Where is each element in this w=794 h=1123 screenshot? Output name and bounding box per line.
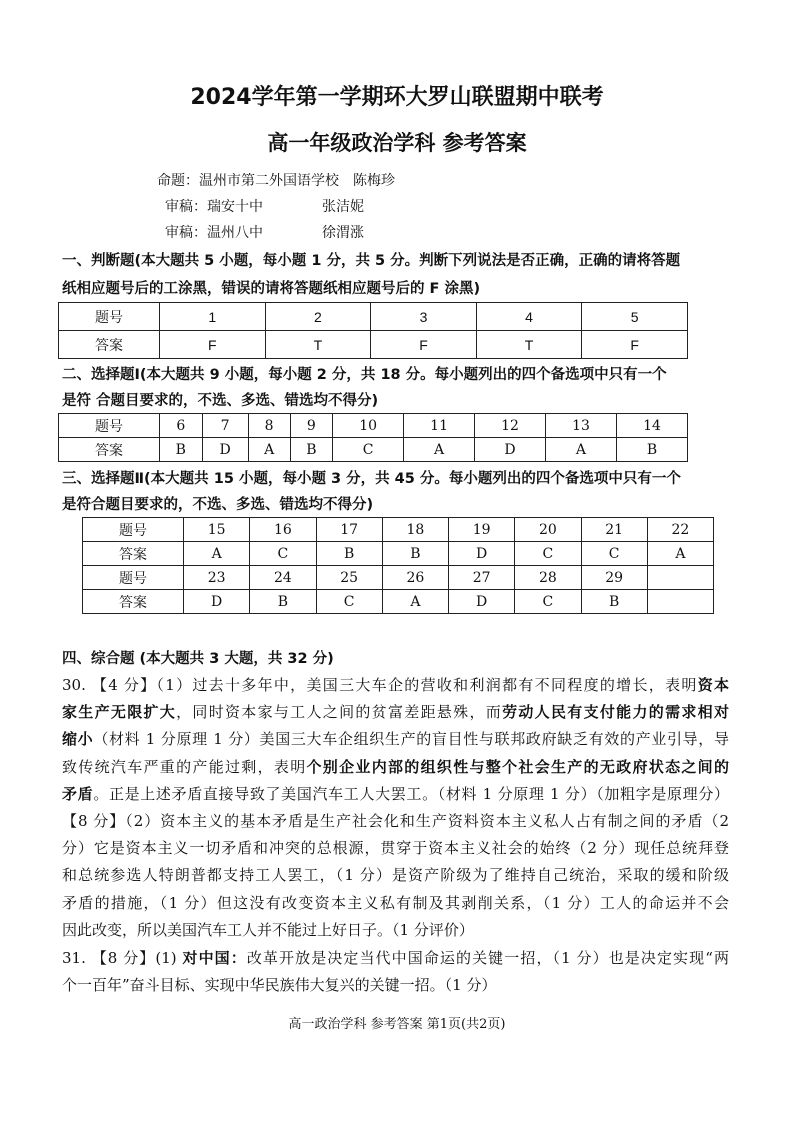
answer-row xyxy=(83,590,714,614)
answer-cell: B xyxy=(316,542,382,566)
answer-cell: A xyxy=(647,542,713,566)
answer-text: 因此改变，所以美国汽车工人并不能过上好日子。（1 分评价） xyxy=(62,920,474,939)
answer-cell: B xyxy=(581,590,647,614)
answer-text-line xyxy=(62,810,729,832)
row-header: 题号 xyxy=(83,518,184,542)
answer-cell: C xyxy=(250,542,316,566)
answer-cell: C xyxy=(316,590,382,614)
row-header: 答案 xyxy=(83,590,184,614)
row-header: 答案 xyxy=(83,542,184,566)
question-number: 13 xyxy=(546,414,617,438)
question-number: 3 xyxy=(371,303,477,331)
question-number: 22 xyxy=(647,518,713,542)
row-header: 题号 xyxy=(59,303,160,331)
answer-text-line xyxy=(62,864,729,886)
answer-cell: D xyxy=(449,542,515,566)
document-title: 2024学年第一学期环大罗山联盟期中联考 xyxy=(190,85,604,110)
answer-cell: T xyxy=(265,331,371,359)
answer-text-line xyxy=(62,974,729,996)
question-number: 21 xyxy=(581,518,647,542)
credit-role: 审稿： xyxy=(165,199,207,215)
credit-org: 温州市第二外国语学校 xyxy=(199,173,339,189)
answer-cell: C xyxy=(515,590,581,614)
question-number: 19 xyxy=(449,518,515,542)
section3-answer-table xyxy=(82,517,714,614)
section3-heading-cont: 是符合题目要求的，不选、多选、错选均不得分) xyxy=(62,497,374,513)
answer-cell: B xyxy=(290,438,333,462)
answer-text-line xyxy=(62,892,729,914)
answer-cell: D xyxy=(184,590,250,614)
answer-text: （材料 1 分原理 1 分）美国三大车企组织生产的盲目性与联邦政府缺乏有效的产业引导，导 xyxy=(93,730,729,749)
principle-bold-text: 矛盾 xyxy=(62,784,94,803)
answer-row xyxy=(83,542,714,566)
answer-text-line xyxy=(62,701,729,723)
credit-line xyxy=(165,222,364,242)
section1-heading: 一、判断题(本大题共 5 小题，每小题 1 分，共 5 分。判断下列说法是否正确，正确的请将答题 xyxy=(62,253,681,269)
credit-line xyxy=(165,196,364,216)
credit-role: 命题： xyxy=(157,173,199,189)
credit-name: 陈梅珍 xyxy=(353,173,395,189)
question-row xyxy=(59,303,688,331)
question-number: 14 xyxy=(616,414,687,438)
credit-name: 张洁妮 xyxy=(322,199,364,215)
question-number: 26 xyxy=(382,566,448,590)
answer-cell: B xyxy=(250,590,316,614)
answer-text-line xyxy=(62,674,729,696)
answer-text: 个一百年”奋斗目标、实现中华民族伟大复兴的关键一招。（1 分） xyxy=(62,976,497,995)
answer-cell: A xyxy=(404,438,475,462)
answer-cell: C xyxy=(333,438,404,462)
question-number: 15 xyxy=(184,518,250,542)
question-number: 4 xyxy=(476,303,582,331)
section3-heading: 三、选择题Ⅱ(本大题共 15 小题，每小题 3 分，共 45 分。每小题列出的四个备选项中只有一个 xyxy=(62,471,681,487)
answer-cell: C xyxy=(515,542,581,566)
answer-text-line xyxy=(62,756,729,778)
section2-heading-cont: 是符 合题目要求的，不选、多选、错选均不得分) xyxy=(62,393,379,409)
answer-cell: A xyxy=(382,590,448,614)
answer-text: 【8 分】（2）资本主义的基本矛盾是生产社会化和生产资料资本主义私人占有制之间的矛盾（2 xyxy=(62,812,729,830)
question-number: 9 xyxy=(290,414,333,438)
row-header: 答案 xyxy=(59,438,160,462)
question-number: 28 xyxy=(515,566,581,590)
question-row xyxy=(83,566,714,590)
answer-cell: B xyxy=(382,542,448,566)
answer-cell: B xyxy=(616,438,687,462)
credit-name: 徐渭涨 xyxy=(322,225,364,241)
page-footer: 高一政治学科 参考答案 第1页(共2页) xyxy=(288,1017,506,1032)
answer-cell: T xyxy=(476,331,582,359)
question-number: 17 xyxy=(316,518,382,542)
question-number: 10 xyxy=(333,414,404,438)
answer-cell: F xyxy=(371,331,477,359)
section1-heading-cont: 纸相应题号后的工涂黑，错误的请将答题纸相应题号后的 F 涂黑) xyxy=(62,281,481,297)
answer-cell: D xyxy=(449,590,515,614)
answer-cell: A xyxy=(184,542,250,566)
credit-org: 瑞安十中 xyxy=(207,199,263,215)
question-number: 27 xyxy=(449,566,515,590)
question-number: 18 xyxy=(382,518,448,542)
answer-row xyxy=(59,331,688,359)
answer-text: 30. 【4 分】（1）过去十多年中，美国三大车企的营收和利润都有不同程度的增长，表明 xyxy=(62,676,698,694)
answer-text-line xyxy=(62,728,729,750)
question-number: 8 xyxy=(248,414,290,438)
question-number: 6 xyxy=(160,414,203,438)
credit-line xyxy=(157,170,395,190)
answer-text-line xyxy=(62,947,729,969)
answer-text-line xyxy=(62,919,729,941)
principle-bold-text: 个别企业内部的组织性与整个社会生产的无政府状态之间的 xyxy=(306,757,729,776)
answer-text: 31. 【8 分】(1) xyxy=(62,949,183,967)
answer-text: 。正是上述矛盾直接导致了美国汽车工人大罢工。（材料 1 分原理 1 分）（加粗字是原理分） xyxy=(93,784,729,803)
question-row xyxy=(59,414,688,438)
section2-answer-table xyxy=(58,413,688,462)
section1-answer-table xyxy=(58,302,688,359)
answer-text: 分）它是资本主义一切矛盾和冲突的总根源，贯穿于资本主义社会的始终（2 分）现任总统拜登 xyxy=(62,839,729,858)
principle-bold-text: 劳动人民有支付能力的需求相对 xyxy=(502,703,729,722)
question-number: 11 xyxy=(404,414,475,438)
answer-text: 改革开放是决定当代中国命运的关键一招，（1 分）也是决定实现“两 xyxy=(246,949,729,967)
row-header: 答案 xyxy=(59,331,160,359)
credit-org: 温州八中 xyxy=(207,225,263,241)
question-number: 23 xyxy=(184,566,250,590)
answer-cell: F xyxy=(582,331,688,359)
row-header: 题号 xyxy=(59,414,160,438)
principle-bold-text: 对中国： xyxy=(182,949,247,967)
answer-cell: B xyxy=(160,438,203,462)
principle-bold-text: 资本 xyxy=(697,676,729,694)
question-number: 1 xyxy=(160,303,266,331)
answer-text: 和总统参选人特朗普都支持工人罢工，（1 分）是资产阶级为了维持自己统治，采取的缓和阶级 xyxy=(62,866,729,885)
principle-bold-text: 家生产无限扩大 xyxy=(62,703,177,722)
answer-cell: C xyxy=(581,542,647,566)
answer-text-line xyxy=(62,837,729,859)
question-number: 12 xyxy=(475,414,546,438)
answer-cell: A xyxy=(248,438,290,462)
credit-role: 审稿： xyxy=(165,225,207,241)
document-subtitle: 高一年级政治学科 参考答案 xyxy=(267,131,527,155)
answer-cell: A xyxy=(546,438,617,462)
question-number: 20 xyxy=(515,518,581,542)
question-number xyxy=(647,566,713,590)
answer-text: 致传统汽车严重的产能过剩，表明 xyxy=(62,757,307,776)
answer-cell: D xyxy=(202,438,248,462)
answer-cell: D xyxy=(475,438,546,462)
question-number: 29 xyxy=(581,566,647,590)
answer-text: 矛盾的措施，（1 分）但这没有改变资本主义私有制及其剥削关系，（1 分）工人的命运并不会 xyxy=(62,893,729,912)
question-number: 25 xyxy=(316,566,382,590)
question-number: 16 xyxy=(250,518,316,542)
question-row xyxy=(83,518,714,542)
section2-heading: 二、选择题Ⅰ(本大题共 9 小题，每小题 2 分，共 18 分。每小题列出的四个备选项中只有一个 xyxy=(62,367,667,383)
answer-row xyxy=(59,438,688,462)
answer-cell xyxy=(647,590,713,614)
answer-text-line xyxy=(62,783,729,805)
answer-text: ，同时资本家与工人之间的贫富差距悬殊，而 xyxy=(176,703,503,722)
question-number: 24 xyxy=(250,566,316,590)
question-number: 2 xyxy=(265,303,371,331)
answer-cell: F xyxy=(160,331,266,359)
row-header: 题号 xyxy=(83,566,184,590)
principle-bold-text: 缩小 xyxy=(62,730,94,749)
question-number: 7 xyxy=(202,414,248,438)
question-number: 5 xyxy=(582,303,688,331)
section4-heading: 四、综合题 (本大题共 3 大题，共 32 分) xyxy=(62,651,334,667)
